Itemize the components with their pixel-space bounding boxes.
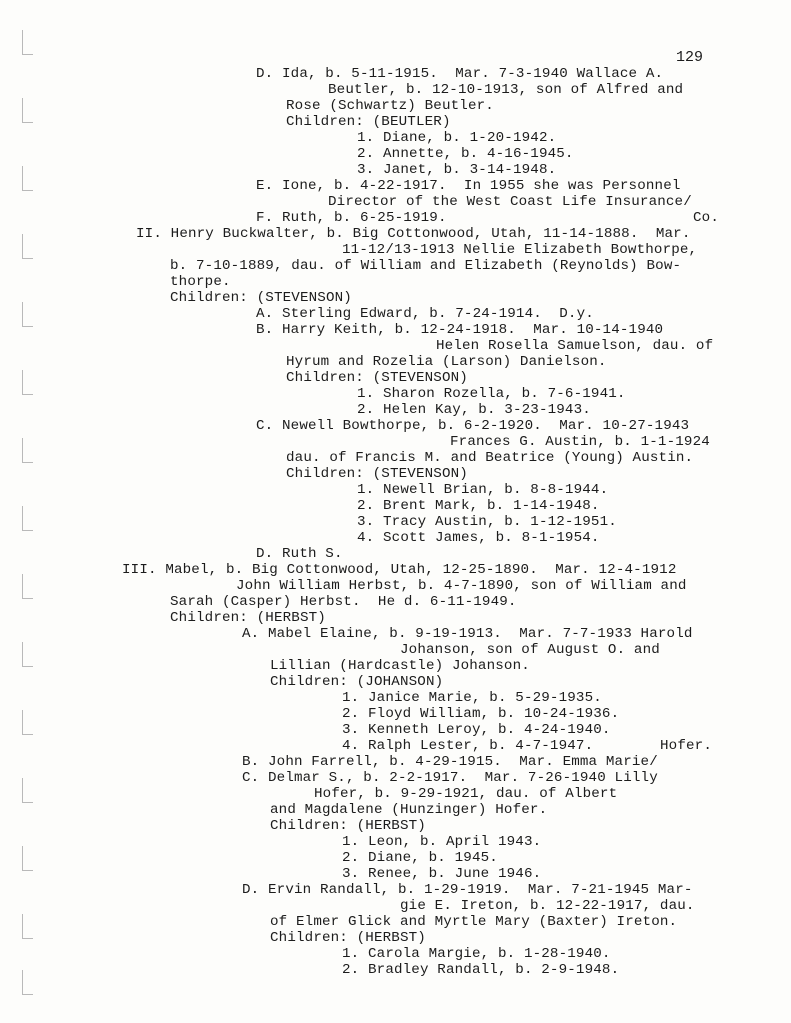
binder-mark <box>22 370 33 395</box>
text-line: Children: (STEVENSON) <box>286 370 468 386</box>
binder-mark <box>22 438 33 463</box>
text-line: 2. Helen Kay, b. 3-23-1943. <box>357 402 591 418</box>
text-line: 2. Diane, b. 1945. <box>342 850 498 866</box>
text-line: and Magdalene (Hunzinger) Hofer. <box>270 802 548 818</box>
text-line: 3. Renee, b. June 1946. <box>342 866 542 882</box>
text-line: 1. Janice Marie, b. 5-29-1935. <box>342 690 602 706</box>
binder-mark <box>22 970 33 995</box>
binder-mark <box>22 98 33 123</box>
text-line: dau. of Francis M. and Beatrice (Young) Austin. <box>286 450 694 466</box>
text-line: Lillian (Hardcastle) Johanson. <box>270 658 530 674</box>
text-line: Hyrum and Rozelia (Larson) Danielson. <box>286 354 607 370</box>
text-line: F. Ruth, b. 6-25-1919. <box>256 210 447 226</box>
text-line: II. Henry Buckwalter, b. Big Cottonwood, Utah, 11-14-1888. Mar. <box>136 226 691 242</box>
text-line: A. Sterling Edward, b. 7-24-1914. D.y. <box>256 306 594 322</box>
text-line: Children: (HERBST) <box>270 818 426 834</box>
text-line: A. Mabel Elaine, b. 9-19-1913. Mar. 7-7-1933 Harold <box>242 626 693 642</box>
text-line: Hofer, b. 9-29-1921, dau. of Albert <box>314 786 618 802</box>
text-line: Children: (BEUTLER) <box>286 114 451 130</box>
text-line: Johanson, son of August O. and <box>400 642 660 658</box>
text-line: 2. Floyd William, b. 10-24-1936. <box>342 706 620 722</box>
text-line: 3. Kenneth Leroy, b. 4-24-1940. <box>342 722 611 738</box>
binder-mark <box>22 234 33 259</box>
text-line: 3. Tracy Austin, b. 1-12-1951. <box>357 514 617 530</box>
text-line: Sarah (Casper) Herbst. He d. 6-11-1949. <box>170 594 517 610</box>
text-line: 1. Diane, b. 1-20-1942. <box>357 130 557 146</box>
text-line: Children: (HERBST) <box>170 610 326 626</box>
binder-mark <box>22 642 33 667</box>
text-line: Frances G. Austin, b. 1-1-1924 <box>450 434 710 450</box>
text-line: 1. Sharon Rozella, b. 7-6-1941. <box>357 386 626 402</box>
binder-mark <box>22 778 33 803</box>
binder-mark <box>22 30 33 55</box>
text-line: 2. Brent Mark, b. 1-14-1948. <box>357 498 600 514</box>
text-line: Hofer. <box>660 738 712 754</box>
text-line: thorpe. <box>170 274 231 290</box>
text-line: C. Delmar S., b. 2-2-1917. Mar. 7-26-1940 Lilly <box>242 770 658 786</box>
text-line: 3. Janet, b. 3-14-1948. <box>357 162 557 178</box>
text-line: D. Ruth S. <box>256 546 343 562</box>
text-line: B. Harry Keith, b. 12-24-1918. Mar. 10-14-1940 <box>256 322 664 338</box>
text-line: III. Mabel, b. Big Cottonwood, Utah, 12-25-1890. Mar. 12-4-1912 <box>122 562 677 578</box>
binder-mark <box>22 166 33 191</box>
text-line: b. 7-10-1889, dau. of William and Elizabeth (Reynolds) Bow- <box>170 258 682 274</box>
text-line: 11-12/13-1913 Nellie Elizabeth Bowthorpe, <box>342 242 698 258</box>
text-line: Rose (Schwartz) Beutler. <box>286 98 494 114</box>
text-line: E. Ione, b. 4-22-1917. In 1955 she was Personnel <box>256 178 681 194</box>
binder-margin-marks <box>0 0 40 1023</box>
text-line: 1. Newell Brian, b. 8-8-1944. <box>357 482 609 498</box>
text-line: Co. <box>693 210 719 226</box>
text-line: 1. Leon, b. April 1943. <box>342 834 542 850</box>
text-line: 4. Ralph Lester, b. 4-7-1947. <box>342 738 594 754</box>
text-line: Children: (JOHANSON) <box>270 674 444 690</box>
text-line: Helen Rosella Samuelson, dau. of <box>436 338 714 354</box>
text-line: Children: (STEVENSON) <box>170 290 352 306</box>
text-line: D. Ida, b. 5-11-1915. Mar. 7-3-1940 Wallace A. <box>256 66 664 82</box>
binder-mark <box>22 846 33 871</box>
binder-mark <box>22 506 33 531</box>
text-line: 2. Annette, b. 4-16-1945. <box>357 146 574 162</box>
text-line: Children: (STEVENSON) <box>286 466 468 482</box>
text-line: 4. Scott James, b. 8-1-1954. <box>357 530 600 546</box>
text-line: B. John Farrell, b. 4-29-1915. Mar. Emma Marie/ <box>242 754 658 770</box>
page-number: 129 <box>676 49 704 66</box>
text-line: 2. Bradley Randall, b. 2-9-1948. <box>342 962 620 978</box>
text-line: C. Newell Bowthorpe, b. 6-2-1920. Mar. 10-27-1943 <box>256 418 690 434</box>
text-line: Beutler, b. 12-10-1913, son of Alfred and <box>328 82 684 98</box>
text-line: John William Herbst, b. 4-7-1890, son of William and <box>236 578 687 594</box>
binder-mark <box>22 574 33 599</box>
text-line: gie E. Ireton, b. 12-22-1917, dau. <box>400 898 695 914</box>
text-line: Children: (HERBST) <box>270 930 426 946</box>
text-line: 1. Carola Margie, b. 1-28-1940. <box>342 946 611 962</box>
text-line: Director of the West Coast Life Insurance/ <box>328 194 692 210</box>
text-line: D. Ervin Randall, b. 1-29-1919. Mar. 7-21-1945 Mar- <box>242 882 693 898</box>
binder-mark <box>22 710 33 735</box>
text-line: of Elmer Glick and Myrtle Mary (Baxter) Ireton. <box>270 914 678 930</box>
binder-mark <box>22 302 33 327</box>
binder-mark <box>22 914 33 939</box>
